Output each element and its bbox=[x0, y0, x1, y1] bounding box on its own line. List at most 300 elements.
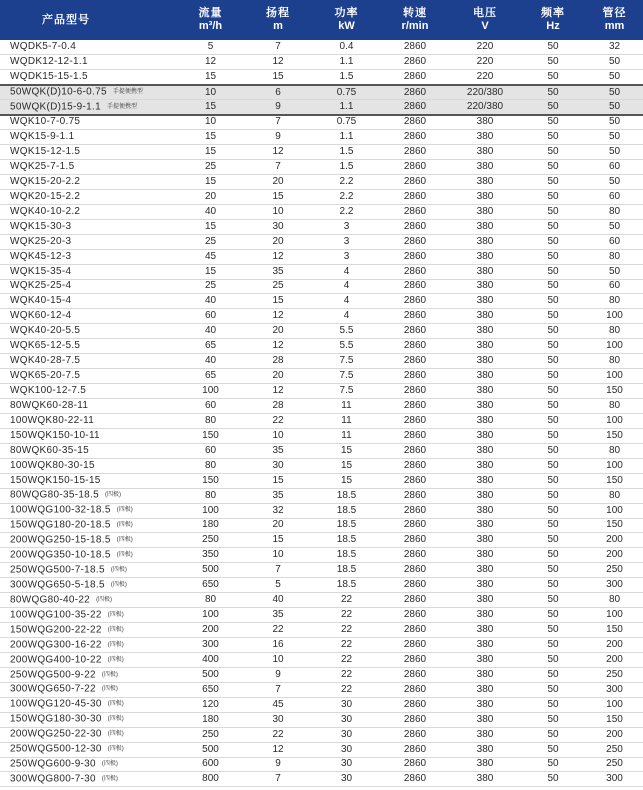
model-name: WQDK12-12-1.1 bbox=[10, 56, 88, 68]
cell-power: 30 bbox=[313, 772, 380, 787]
cell-voltage: 380 bbox=[450, 354, 520, 369]
cell-model bbox=[0, 473, 178, 488]
cell-speed: 2860 bbox=[380, 503, 450, 518]
cell-power: 22 bbox=[313, 682, 380, 697]
model-name: 150WQK150-15-15 bbox=[10, 474, 101, 486]
cell-flow: 60 bbox=[178, 443, 243, 458]
cell-frequency: 50 bbox=[520, 742, 586, 757]
cell-speed: 2860 bbox=[380, 174, 450, 189]
cell-flow: 650 bbox=[178, 682, 243, 697]
cell-diameter: 32 bbox=[586, 40, 643, 55]
table-row bbox=[0, 55, 643, 70]
model-name: 200WQG250-22-30 bbox=[10, 728, 102, 740]
cell-flow: 350 bbox=[178, 548, 243, 563]
cell-diameter: 100 bbox=[586, 309, 643, 324]
table-row bbox=[0, 652, 643, 667]
model-name: WQK45-12-3 bbox=[10, 250, 72, 262]
cell-diameter: 80 bbox=[586, 399, 643, 414]
cell-speed: 2860 bbox=[380, 339, 450, 354]
cell-diameter: 300 bbox=[586, 682, 643, 697]
cell-power: 2.2 bbox=[313, 174, 380, 189]
cell-frequency: 50 bbox=[520, 503, 586, 518]
cell-head: 12 bbox=[243, 309, 313, 324]
cell-power: 11 bbox=[313, 428, 380, 443]
cell-model bbox=[0, 638, 178, 653]
model-name: 80WQK60-28-11 bbox=[10, 399, 89, 411]
cell-flow: 20 bbox=[178, 189, 243, 204]
cell-frequency: 50 bbox=[520, 234, 586, 249]
cell-model bbox=[0, 189, 178, 204]
cell-head: 20 bbox=[243, 518, 313, 533]
cell-flow: 15 bbox=[178, 70, 243, 85]
cell-flow: 10 bbox=[178, 85, 243, 100]
cell-model bbox=[0, 518, 178, 533]
cell-power: 18.5 bbox=[313, 488, 380, 503]
cell-diameter: 200 bbox=[586, 638, 643, 653]
model-note: (四极) bbox=[96, 596, 113, 603]
cell-head: 10 bbox=[243, 204, 313, 219]
model-name: 80WQK60-35-15 bbox=[10, 444, 89, 456]
cell-model bbox=[0, 563, 178, 578]
cell-frequency: 50 bbox=[520, 40, 586, 55]
table-row bbox=[0, 667, 643, 682]
cell-speed: 2860 bbox=[380, 473, 450, 488]
cell-model bbox=[0, 130, 178, 145]
cell-voltage: 380 bbox=[450, 219, 520, 234]
cell-diameter: 60 bbox=[586, 189, 643, 204]
model-note: (四极) bbox=[116, 552, 133, 559]
cell-frequency: 50 bbox=[520, 757, 586, 772]
cell-diameter: 80 bbox=[586, 354, 643, 369]
cell-head: 7 bbox=[243, 563, 313, 578]
table-row bbox=[0, 115, 643, 130]
cell-power: 18.5 bbox=[313, 518, 380, 533]
cell-diameter: 50 bbox=[586, 100, 643, 115]
cell-head: 28 bbox=[243, 354, 313, 369]
table-header bbox=[0, 0, 643, 40]
table-row bbox=[0, 593, 643, 608]
cell-model bbox=[0, 309, 178, 324]
cell-speed: 2860 bbox=[380, 279, 450, 294]
cell-power: 3 bbox=[313, 234, 380, 249]
cell-frequency: 50 bbox=[520, 145, 586, 160]
cell-speed: 2860 bbox=[380, 742, 450, 757]
cell-head: 22 bbox=[243, 623, 313, 638]
cell-frequency: 50 bbox=[520, 354, 586, 369]
cell-speed: 2860 bbox=[380, 189, 450, 204]
cell-speed: 2860 bbox=[380, 399, 450, 414]
cell-voltage: 220/380 bbox=[450, 85, 520, 100]
cell-frequency: 50 bbox=[520, 578, 586, 593]
table-row bbox=[0, 339, 643, 354]
cell-power: 18.5 bbox=[313, 578, 380, 593]
cell-model bbox=[0, 488, 178, 503]
cell-speed: 2860 bbox=[380, 578, 450, 593]
cell-power: 5.5 bbox=[313, 324, 380, 339]
cell-frequency: 50 bbox=[520, 667, 586, 682]
model-name: WQK10-7-0.75 bbox=[10, 116, 81, 128]
model-name: WQDK5-7-0.4 bbox=[10, 41, 77, 53]
cell-flow: 65 bbox=[178, 369, 243, 384]
model-name: 150WQG180-20-18.5 bbox=[10, 519, 111, 531]
cell-frequency: 50 bbox=[520, 548, 586, 563]
cell-speed: 2860 bbox=[380, 354, 450, 369]
cell-diameter: 80 bbox=[586, 593, 643, 608]
cell-diameter: 60 bbox=[586, 234, 643, 249]
cell-frequency: 50 bbox=[520, 70, 586, 85]
cell-diameter: 250 bbox=[586, 757, 643, 772]
cell-voltage: 380 bbox=[450, 742, 520, 757]
cell-voltage: 380 bbox=[450, 234, 520, 249]
cell-flow: 100 bbox=[178, 384, 243, 399]
cell-diameter: 300 bbox=[586, 772, 643, 787]
cell-voltage: 380 bbox=[450, 682, 520, 697]
cell-diameter: 150 bbox=[586, 518, 643, 533]
model-name: 250WQG500-12-30 bbox=[10, 743, 102, 755]
cell-speed: 2860 bbox=[380, 324, 450, 339]
cell-head: 28 bbox=[243, 399, 313, 414]
cell-flow: 40 bbox=[178, 354, 243, 369]
cell-voltage: 380 bbox=[450, 712, 520, 727]
cell-voltage: 380 bbox=[450, 160, 520, 175]
cell-head: 40 bbox=[243, 593, 313, 608]
cell-model bbox=[0, 623, 178, 638]
cell-flow: 800 bbox=[178, 772, 243, 787]
cell-flow: 65 bbox=[178, 339, 243, 354]
cell-head: 22 bbox=[243, 727, 313, 742]
cell-speed: 2860 bbox=[380, 757, 450, 772]
cell-flow: 120 bbox=[178, 697, 243, 712]
table-row bbox=[0, 234, 643, 249]
table-row bbox=[0, 264, 643, 279]
cell-model bbox=[0, 279, 178, 294]
cell-power: 18.5 bbox=[313, 533, 380, 548]
cell-flow: 15 bbox=[178, 145, 243, 160]
model-name: 100WQG120-45-30 bbox=[10, 699, 102, 711]
cell-model bbox=[0, 249, 178, 264]
table-row bbox=[0, 279, 643, 294]
model-name: 100WQK80-22-11 bbox=[10, 414, 95, 426]
cell-frequency: 50 bbox=[520, 189, 586, 204]
cell-speed: 2860 bbox=[380, 234, 450, 249]
cell-speed: 2860 bbox=[380, 70, 450, 85]
cell-frequency: 50 bbox=[520, 638, 586, 653]
cell-head: 20 bbox=[243, 324, 313, 339]
cell-voltage: 380 bbox=[450, 174, 520, 189]
table-row bbox=[0, 309, 643, 324]
cell-model bbox=[0, 578, 178, 593]
cell-frequency: 50 bbox=[520, 413, 586, 428]
table-row bbox=[0, 249, 643, 264]
cell-voltage: 380 bbox=[450, 294, 520, 309]
table-row bbox=[0, 727, 643, 742]
cell-flow: 300 bbox=[178, 638, 243, 653]
cell-model bbox=[0, 742, 178, 757]
cell-speed: 2860 bbox=[380, 772, 450, 787]
cell-voltage: 380 bbox=[450, 608, 520, 623]
cell-frequency: 50 bbox=[520, 652, 586, 667]
cell-diameter: 80 bbox=[586, 204, 643, 219]
header-model: 产品型号 bbox=[0, 0, 178, 40]
cell-speed: 2860 bbox=[380, 384, 450, 399]
cell-model bbox=[0, 608, 178, 623]
cell-model bbox=[0, 100, 178, 115]
cell-frequency: 50 bbox=[520, 264, 586, 279]
cell-head: 25 bbox=[243, 279, 313, 294]
model-name: WQK25-7-1.5 bbox=[10, 160, 75, 172]
cell-flow: 500 bbox=[178, 563, 243, 578]
cell-flow: 250 bbox=[178, 533, 243, 548]
cell-voltage: 380 bbox=[450, 578, 520, 593]
cell-head: 12 bbox=[243, 145, 313, 160]
cell-flow: 25 bbox=[178, 160, 243, 175]
cell-frequency: 50 bbox=[520, 294, 586, 309]
cell-head: 15 bbox=[243, 533, 313, 548]
cell-model bbox=[0, 70, 178, 85]
model-note: (四极) bbox=[101, 671, 118, 678]
cell-voltage: 380 bbox=[450, 264, 520, 279]
table-row bbox=[0, 518, 643, 533]
cell-flow: 25 bbox=[178, 279, 243, 294]
table-row bbox=[0, 578, 643, 593]
cell-frequency: 50 bbox=[520, 533, 586, 548]
cell-speed: 2860 bbox=[380, 249, 450, 264]
cell-diameter: 100 bbox=[586, 369, 643, 384]
cell-speed: 2860 bbox=[380, 40, 450, 55]
cell-voltage: 220 bbox=[450, 70, 520, 85]
cell-diameter: 200 bbox=[586, 548, 643, 563]
cell-voltage: 380 bbox=[450, 339, 520, 354]
cell-head: 9 bbox=[243, 757, 313, 772]
cell-flow: 180 bbox=[178, 712, 243, 727]
cell-head: 6 bbox=[243, 85, 313, 100]
cell-power: 7.5 bbox=[313, 384, 380, 399]
table-row bbox=[0, 608, 643, 623]
model-name: WQK65-12-5.5 bbox=[10, 340, 81, 352]
cell-power: 7.5 bbox=[313, 354, 380, 369]
cell-speed: 2860 bbox=[380, 458, 450, 473]
table-body bbox=[0, 40, 643, 787]
cell-model bbox=[0, 697, 178, 712]
cell-power: 30 bbox=[313, 757, 380, 772]
cell-speed: 2860 bbox=[380, 160, 450, 175]
model-name: WQDK15-15-1.5 bbox=[10, 71, 88, 83]
table-row bbox=[0, 772, 643, 787]
cell-frequency: 50 bbox=[520, 174, 586, 189]
cell-model bbox=[0, 115, 178, 130]
cell-power: 18.5 bbox=[313, 548, 380, 563]
cell-flow: 12 bbox=[178, 55, 243, 70]
cell-voltage: 380 bbox=[450, 727, 520, 742]
model-name: 250WQG500-7-18.5 bbox=[10, 564, 105, 576]
cell-diameter: 100 bbox=[586, 503, 643, 518]
cell-power: 0.75 bbox=[313, 85, 380, 100]
cell-voltage: 380 bbox=[450, 623, 520, 638]
cell-frequency: 50 bbox=[520, 100, 586, 115]
cell-speed: 2860 bbox=[380, 667, 450, 682]
cell-diameter: 150 bbox=[586, 384, 643, 399]
cell-voltage: 380 bbox=[450, 488, 520, 503]
cell-diameter: 200 bbox=[586, 652, 643, 667]
cell-voltage: 380 bbox=[450, 638, 520, 653]
table-row bbox=[0, 503, 643, 518]
cell-power: 4 bbox=[313, 309, 380, 324]
model-note: (四极) bbox=[105, 492, 121, 499]
cell-flow: 60 bbox=[178, 399, 243, 414]
cell-diameter: 250 bbox=[586, 563, 643, 578]
cell-model bbox=[0, 339, 178, 354]
cell-voltage: 380 bbox=[450, 384, 520, 399]
cell-flow: 150 bbox=[178, 473, 243, 488]
cell-model bbox=[0, 772, 178, 787]
cell-voltage: 380 bbox=[450, 458, 520, 473]
cell-head: 10 bbox=[243, 428, 313, 443]
cell-power: 4 bbox=[313, 279, 380, 294]
cell-diameter: 50 bbox=[586, 145, 643, 160]
cell-diameter: 50 bbox=[586, 115, 643, 130]
table-row bbox=[0, 548, 643, 563]
cell-head: 30 bbox=[243, 219, 313, 234]
cell-model bbox=[0, 533, 178, 548]
cell-flow: 400 bbox=[178, 652, 243, 667]
cell-power: 15 bbox=[313, 473, 380, 488]
cell-model bbox=[0, 55, 178, 70]
cell-voltage: 380 bbox=[450, 772, 520, 787]
cell-speed: 2860 bbox=[380, 682, 450, 697]
cell-model bbox=[0, 757, 178, 772]
cell-frequency: 50 bbox=[520, 249, 586, 264]
cell-speed: 2860 bbox=[380, 413, 450, 428]
cell-voltage: 380 bbox=[450, 533, 520, 548]
cell-head: 45 bbox=[243, 697, 313, 712]
cell-model bbox=[0, 667, 178, 682]
cell-model bbox=[0, 174, 178, 189]
model-name: 300WQG650-5-18.5 bbox=[10, 579, 105, 591]
cell-power: 3 bbox=[313, 249, 380, 264]
cell-head: 35 bbox=[243, 443, 313, 458]
cell-head: 35 bbox=[243, 608, 313, 623]
model-name: WQK25-20-3 bbox=[10, 235, 72, 247]
cell-flow: 80 bbox=[178, 593, 243, 608]
cell-frequency: 50 bbox=[520, 428, 586, 443]
cell-voltage: 380 bbox=[450, 697, 520, 712]
cell-frequency: 50 bbox=[520, 443, 586, 458]
cell-frequency: 50 bbox=[520, 458, 586, 473]
cell-voltage: 380 bbox=[450, 473, 520, 488]
cell-head: 16 bbox=[243, 638, 313, 653]
cell-voltage: 380 bbox=[450, 548, 520, 563]
model-name: 100WQG100-35-22 bbox=[10, 609, 102, 621]
cell-frequency: 50 bbox=[520, 712, 586, 727]
model-name: WQK40-15-4 bbox=[10, 295, 72, 307]
cell-flow: 650 bbox=[178, 578, 243, 593]
cell-speed: 2860 bbox=[380, 712, 450, 727]
cell-speed: 2860 bbox=[380, 130, 450, 145]
model-name: WQK15-30-3 bbox=[10, 220, 72, 232]
cell-power: 4 bbox=[313, 294, 380, 309]
model-name: 80WQG80-40-22 bbox=[10, 594, 91, 606]
cell-power: 1.1 bbox=[313, 130, 380, 145]
cell-head: 12 bbox=[243, 384, 313, 399]
model-note: (四极) bbox=[107, 746, 124, 753]
cell-speed: 2860 bbox=[380, 100, 450, 115]
cell-model bbox=[0, 85, 178, 100]
cell-power: 22 bbox=[313, 667, 380, 682]
model-name: 50WQK(D)15-9-1.1 bbox=[10, 101, 101, 113]
cell-speed: 2860 bbox=[380, 652, 450, 667]
cell-frequency: 50 bbox=[520, 160, 586, 175]
model-name: WQK40-28-7.5 bbox=[10, 355, 81, 367]
cell-flow: 100 bbox=[178, 608, 243, 623]
cell-voltage: 380 bbox=[450, 518, 520, 533]
cell-voltage: 380 bbox=[450, 563, 520, 578]
cell-diameter: 300 bbox=[586, 578, 643, 593]
cell-head: 20 bbox=[243, 234, 313, 249]
cell-model bbox=[0, 160, 178, 175]
cell-diameter: 80 bbox=[586, 443, 643, 458]
cell-head: 12 bbox=[243, 742, 313, 757]
cell-flow: 200 bbox=[178, 623, 243, 638]
cell-flow: 40 bbox=[178, 324, 243, 339]
table-row bbox=[0, 533, 643, 548]
cell-head: 7 bbox=[243, 682, 313, 697]
cell-diameter: 100 bbox=[586, 413, 643, 428]
cell-power: 7.5 bbox=[313, 369, 380, 384]
table-row bbox=[0, 130, 643, 145]
cell-speed: 2860 bbox=[380, 264, 450, 279]
model-name: 150WQK150-10-11 bbox=[10, 429, 100, 441]
cell-speed: 2860 bbox=[380, 593, 450, 608]
cell-speed: 2860 bbox=[380, 623, 450, 638]
cell-head: 10 bbox=[243, 652, 313, 667]
cell-head: 7 bbox=[243, 115, 313, 130]
cell-flow: 15 bbox=[178, 130, 243, 145]
cell-head: 7 bbox=[243, 772, 313, 787]
cell-diameter: 50 bbox=[586, 130, 643, 145]
cell-head: 15 bbox=[243, 189, 313, 204]
header-power: 功率 kW bbox=[313, 0, 380, 40]
model-note: (四极) bbox=[107, 641, 124, 648]
table-row bbox=[0, 70, 643, 85]
cell-flow: 250 bbox=[178, 727, 243, 742]
cell-model bbox=[0, 264, 178, 279]
cell-flow: 500 bbox=[178, 667, 243, 682]
table-row bbox=[0, 174, 643, 189]
cell-diameter: 80 bbox=[586, 324, 643, 339]
cell-power: 11 bbox=[313, 413, 380, 428]
cell-frequency: 50 bbox=[520, 130, 586, 145]
cell-speed: 2860 bbox=[380, 219, 450, 234]
header-flow: 流量 m³/h bbox=[178, 0, 243, 40]
cell-power: 30 bbox=[313, 712, 380, 727]
model-note: (四极) bbox=[110, 566, 127, 573]
cell-frequency: 50 bbox=[520, 772, 586, 787]
cell-speed: 2860 bbox=[380, 608, 450, 623]
cell-frequency: 50 bbox=[520, 488, 586, 503]
header-head: 扬程 m bbox=[243, 0, 313, 40]
cell-speed: 2860 bbox=[380, 309, 450, 324]
model-note: (四极) bbox=[101, 761, 118, 768]
cell-voltage: 380 bbox=[450, 189, 520, 204]
model-name: 200WQG400-10-22 bbox=[10, 654, 102, 666]
cell-model bbox=[0, 727, 178, 742]
cell-flow: 150 bbox=[178, 428, 243, 443]
cell-head: 22 bbox=[243, 413, 313, 428]
table-row bbox=[0, 384, 643, 399]
cell-frequency: 50 bbox=[520, 563, 586, 578]
cell-model bbox=[0, 324, 178, 339]
model-note: (四极) bbox=[101, 776, 118, 783]
